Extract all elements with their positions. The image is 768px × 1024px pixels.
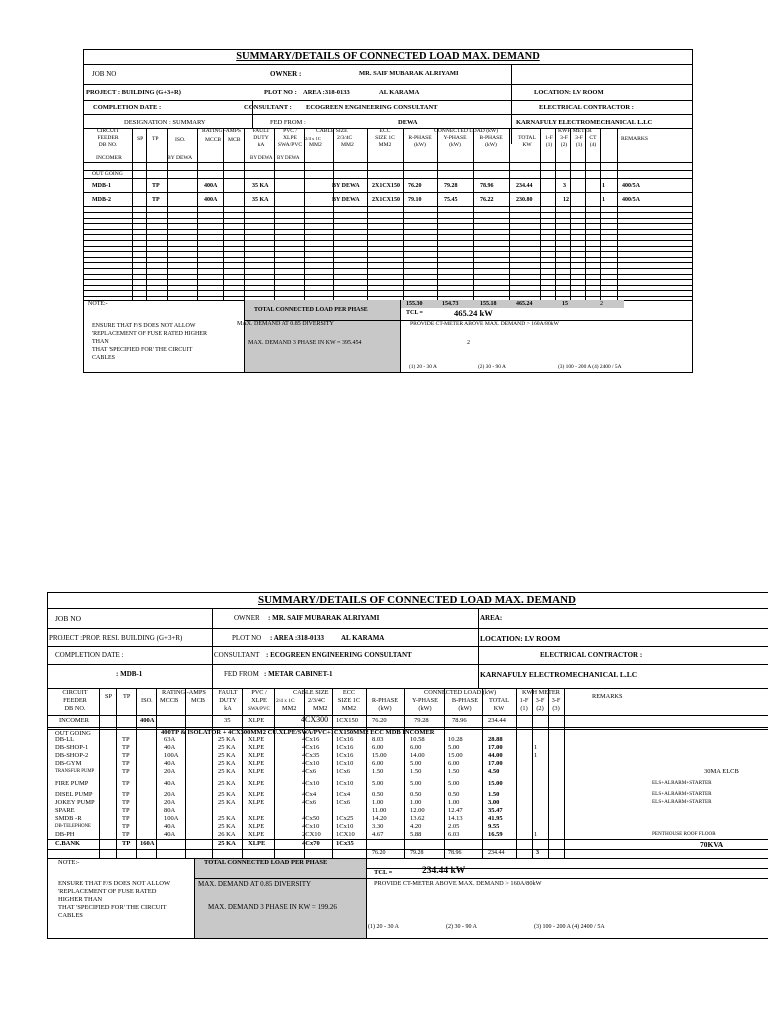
cell-b: 1.00 — [448, 799, 460, 806]
cell-e: 1Cx4 — [336, 791, 351, 798]
provide-ct-text: PROVIDE CT-METER ABOVE MAX. DEMAND > 160A/80kW — [374, 880, 542, 887]
cell-duty: 25 KA — [218, 760, 236, 767]
cell-t: 9.55 — [488, 823, 500, 830]
cell-b: 78.96 — [480, 183, 494, 189]
cell-mcb: 40A — [164, 744, 176, 751]
cell-r: 76.20 — [408, 183, 422, 189]
cell-m2: 3 — [563, 183, 566, 189]
cell-b: 12.47 — [448, 807, 463, 814]
total-meter4: 2 — [600, 301, 603, 307]
circuit-row — [84, 195, 692, 209]
cell-c: 4Cx70 — [302, 840, 320, 847]
tcl-label: TCL = — [374, 869, 393, 876]
cell-m4: 1 — [602, 197, 605, 203]
cell-duty: 25 KA — [218, 823, 236, 830]
provide-ct-text: PROVIDE CT-METER ABOVE MAX. DEMAND > 160A/80kW — [410, 321, 559, 327]
cell-t: 28.88 — [488, 736, 503, 743]
fed-from-label: FED FROM — [224, 670, 259, 678]
cell-t: 4.50 — [488, 768, 500, 775]
sum-y: 79.28 — [410, 850, 424, 856]
summary-sheet-top — [83, 49, 693, 373]
plot-label: PLOT NO : — [264, 89, 297, 96]
sheet-title: SUMMARY/DETAILS OF CONNECTED LOAD MAX. DEMAND — [236, 51, 540, 62]
cell-y: 5.00 — [410, 779, 422, 787]
total-b: 155.18 — [480, 301, 497, 307]
fuse-range-3: (3) 100 - 200 A (4) 2400 / 5A — [534, 924, 605, 930]
cell-iso: 160A — [140, 840, 155, 847]
hdr-r: R-PHASE (kW) — [408, 135, 432, 148]
cell-duty: 25 KA — [218, 840, 236, 847]
cell-r: 4.67 — [372, 831, 384, 838]
fuse-range-1: (1) 20 - 30 A — [368, 924, 399, 930]
cell-y: 0.50 — [410, 791, 422, 798]
cell-mcb: 40A — [164, 831, 176, 838]
cell-tp: TP — [122, 831, 130, 838]
cell-tp: TP — [152, 197, 160, 203]
cell-duty: 25 KA — [218, 768, 236, 775]
cell-tp: TP — [122, 736, 130, 743]
cell-r: 1.00 — [372, 799, 384, 806]
cell-t: 44.00 — [488, 752, 503, 759]
plot-label: PLOT NO — [232, 634, 262, 642]
cell-e: 1Cx10 — [336, 760, 354, 767]
cell-name: C.BANK — [55, 840, 81, 847]
cell-y: 1.00 — [410, 799, 422, 806]
cell-by: BY DEWA — [332, 183, 360, 189]
hdr-tp: TP — [152, 136, 159, 142]
fuse-range-3: (3) 100 - 200 A (4) 2400 / 5A — [558, 364, 622, 370]
cell-mcb: 40A — [164, 823, 176, 830]
hdr-ecc: ECC SIZE 1C MM2 — [375, 128, 395, 148]
cell-y: 79.28 — [444, 183, 458, 189]
cell-x: XLPE — [248, 799, 265, 806]
cell-t: 17.00 — [488, 760, 503, 767]
note-label: NOTE:- — [58, 859, 80, 866]
cell-tp: TP — [122, 840, 131, 847]
cell-t: 230.80 — [516, 197, 533, 203]
cell-x: XLPE — [248, 768, 265, 775]
cell-m2: 12 — [563, 197, 569, 203]
cell-e: 1Cx6 — [336, 768, 351, 775]
owner-label: OWNER — [234, 614, 260, 622]
cell-c: 4Cx4 — [302, 791, 317, 798]
outgoing-label: OUT GOING — [55, 730, 91, 737]
cell-x: XLPE — [248, 744, 265, 751]
cell-t: 16.59 — [488, 831, 503, 838]
tcl-value: 465.24 kW — [454, 308, 493, 318]
cell-tp: TP — [122, 823, 130, 830]
cell-rem: ELS+ALRARM+STARTER — [652, 791, 712, 797]
cell-x: XLPE — [248, 831, 265, 838]
outgoing-label: OUT GOING — [92, 171, 123, 177]
total-kw: 465.24 — [516, 301, 533, 307]
cell-e: 1Cx10 — [336, 823, 354, 830]
cell-e: 1Cx10 — [336, 779, 354, 787]
cell-t: 15.00 — [488, 779, 503, 787]
note-label: NOTE:- — [88, 301, 108, 307]
cell-name: DB-TELEPHONE — [55, 824, 91, 829]
hdr-total: TOTAL KW — [518, 135, 536, 148]
cell-x: XLPE — [248, 823, 265, 830]
maxd-shade — [244, 320, 400, 372]
cell-y: 6.00 — [410, 744, 422, 751]
consultant-label: CONSULTANT : — [244, 104, 292, 111]
electrical-contractor-label: ELECTRICAL CONTRACTOR : — [539, 104, 634, 111]
plot-value: AREA :318-0133 — [303, 89, 350, 96]
total-meter: 15 — [562, 301, 568, 307]
fed-from-value: : METAR CABINET-1 — [264, 670, 333, 678]
cell-duty: 25 KA — [218, 815, 236, 822]
hdr-m4: CT (4) — [589, 135, 597, 148]
cell-name: DISEL PUMP — [55, 791, 93, 798]
cell-mcb: 40A — [164, 779, 176, 787]
cell-c: 4Cx10 — [302, 823, 320, 830]
sum-r: 76.20 — [372, 850, 386, 856]
cell-name: DB-SHOP-2 — [55, 752, 89, 759]
completion-label: COMPLETION DATE : — [55, 651, 124, 659]
cell-r: 1.50 — [372, 768, 384, 775]
cell-r: 15.00 — [372, 752, 387, 759]
area-label: AREA: — [480, 614, 503, 622]
hdr-fault: FAULT DUTY kA — [252, 128, 270, 148]
cell-name: MDB-2 — [92, 197, 111, 203]
cell-b: 2.05 — [448, 823, 460, 830]
cell-cable: 2X1CX150 — [372, 183, 400, 189]
cell-x: XLPE — [248, 779, 265, 787]
cell-b: 6.00 — [448, 760, 460, 767]
mdb-label: : MDB-1 — [116, 670, 143, 678]
total-shade-2 — [400, 300, 624, 308]
cell-rem: ELS+ALRARM+STARTER — [652, 779, 712, 786]
cell-x: XLPE — [248, 840, 266, 847]
hdr-iso: ISO. — [175, 137, 186, 143]
cell-tp: TP — [122, 815, 130, 822]
cell-y: 10.58 — [410, 736, 425, 743]
cell-tp: TP — [122, 791, 130, 798]
cell-name: MDB-1 — [92, 183, 111, 189]
project-label: PROJECT : BUILDING (G+3+R) — [86, 89, 181, 96]
cell-b: 5.00 — [448, 779, 460, 787]
fuse-range-2: (2) 30 - 90 A — [446, 924, 477, 930]
project-label: PROJECT :PROP. RESI. BUILDING (G+3+R) — [49, 634, 183, 642]
cell-b: 14.13 — [448, 815, 463, 822]
cell-e: 1Cx16 — [336, 744, 354, 751]
cell-tp: TP — [122, 768, 130, 775]
incomer-row: INCOMER 400A 35 XLPE 4CX300 1CX150 76.20 79.28 78.96 234.44 — [59, 715, 506, 724]
total-y: 154.73 — [442, 301, 459, 307]
designation-label: DESIGNATION : SUMMARY — [124, 119, 206, 126]
cell-t: 35.47 — [488, 807, 503, 814]
cell-name: TRANSFUR PUMP — [55, 769, 95, 774]
cell-r: 6.00 — [372, 760, 384, 767]
cell-cable: 2X1CX150 — [372, 197, 400, 203]
contractor-name: KARNAFULY ELECTROMECHANICAL L.LC — [516, 119, 653, 126]
cell-r: 14.20 — [372, 815, 387, 822]
note-text: ENSURE THAT F/S DOES NOT ALLOW 'REPLACEMENT OF FUSE RATED HIGHER THAN THAT 'SPECIFIED FOR' THE CIRCUIT CABLES — [58, 880, 171, 919]
hdr-kwh: KWH METER — [558, 128, 592, 134]
cell-b: 76.22 — [480, 197, 494, 203]
cell-duty: 25 KA — [218, 736, 236, 743]
hdr-circuit: CIRCUIT FEEDER DB NO. — [96, 128, 120, 148]
cell-y: 12.00 — [410, 807, 425, 814]
cell-t: 1.50 — [488, 791, 500, 798]
cell-mcb: 63A — [164, 736, 176, 743]
cell-b: 5.00 — [448, 744, 460, 751]
cell-m4: 1 — [602, 183, 605, 189]
cell-mcb: 20A — [164, 768, 176, 775]
cell-b: 1.50 — [448, 768, 460, 775]
cell-m: 1 — [534, 744, 538, 751]
cell-rem: PENTHOUSE ROOF FLOOR — [652, 831, 716, 837]
tcl-value: 234.44 kW — [422, 866, 466, 876]
total-r: 155.30 — [406, 301, 423, 307]
consultant-label: CONSULTANT — [214, 651, 260, 659]
cell-tp: TP — [122, 799, 130, 806]
cell-x: XLPE — [248, 752, 265, 759]
cell-rem: 400/5A — [622, 183, 640, 189]
hdr-remarks: REMARKS — [621, 136, 649, 142]
cell-b: 15.00 — [448, 752, 463, 759]
cell-name: DB-SHOP-1 — [55, 744, 89, 751]
owner-label: OWNER : — [270, 70, 302, 78]
cell-r: 79.10 — [408, 197, 422, 203]
cell-tp: TP — [152, 183, 160, 189]
cell-c: 2CX10 — [302, 831, 321, 838]
cell-c: 4Cx6 — [302, 768, 317, 775]
hdr-m3: 3-F (1) — [575, 135, 583, 148]
cell-tp: TP — [122, 744, 130, 751]
cell-name: FIRE PUMP — [55, 779, 89, 787]
hdr-mm2a: MM2 — [309, 142, 322, 148]
electrical-contractor-label: ELECTRICAL CONTRACTOR : — [540, 651, 643, 659]
cell-c: 4Cx35 — [302, 752, 320, 759]
cell-e: 1Cx6 — [336, 799, 351, 806]
cell-duty: 25 KA — [218, 752, 236, 759]
area-value: AL KARAMA — [379, 89, 420, 96]
fed-from-value: DEWA — [398, 119, 418, 126]
cell-tp: TP — [122, 760, 130, 767]
cell-iso: 400A — [204, 197, 218, 203]
cell-x: XLPE — [248, 736, 265, 743]
hdr-c1: 2/4 x 1C — [305, 136, 321, 141]
hdr-y: Y-PHASE (kW) — [443, 135, 467, 148]
cell-t: 234.44 — [516, 183, 533, 189]
cell-r: 5.00 — [372, 779, 384, 787]
cell-e: 1Cx16 — [336, 736, 354, 743]
cell-c: 4Cx16 — [302, 736, 320, 743]
info-block — [48, 608, 768, 688]
cell-x: XLPE — [248, 760, 265, 767]
cell-name: SMDB -R — [55, 815, 82, 822]
cell-mcb: 20A — [164, 791, 176, 798]
hdr-m2: 3-F (2) — [560, 135, 568, 148]
location-label: LOCATION: LV ROOM — [534, 89, 604, 96]
cell-x: XLPE — [248, 815, 265, 822]
note-text: ENSURE THAT F/S DOES NOT ALLOW 'REPLACEMENT OF FUSE RATED HIGHER THAN THAT 'SPECIFIED FOR' THE CIRCUIT CABLES — [92, 323, 207, 361]
cell-tp: TP — [122, 752, 130, 759]
hdr-pvc: PVC / XLPE SWA/PVC — [277, 128, 303, 148]
job-no-label: JOB NO — [92, 70, 117, 78]
cell-duty: 35 KA — [252, 183, 269, 189]
cell-m: 1 — [534, 752, 538, 759]
max-demand-3phase: MAX. DEMAND 3 PHASE IN KW = 395.454 — [248, 340, 362, 346]
hdr-mcb: MCB — [228, 137, 241, 143]
cell-tp: TP — [122, 807, 130, 814]
cell-t: 17.00 — [488, 744, 503, 751]
cell-duty: 35 KA — [252, 197, 269, 203]
cell-y: 5.00 — [410, 760, 422, 767]
cell-b: 0.50 — [448, 791, 460, 798]
hdr-mm2b: MM2 — [341, 142, 354, 148]
two-value: 2 — [467, 340, 470, 346]
cell-duty: 26 KA — [218, 831, 236, 838]
cell-y: 1.50 — [410, 768, 422, 775]
cell-e: 1Cx25 — [336, 815, 354, 822]
cell-b: 6.03 — [448, 831, 460, 838]
cell-y: 13.62 — [410, 815, 425, 822]
cell-e: 1Cx16 — [336, 752, 354, 759]
hdr-cable: CABLE SIZE — [316, 128, 348, 134]
incomer-by2: BY DEWA — [250, 156, 273, 161]
cell-r: 8.03 — [372, 736, 384, 743]
cell-name: SPARE — [55, 807, 75, 814]
hdr-mccb: MCCB — [205, 137, 222, 143]
tcl-label: TCL = — [406, 310, 423, 316]
cell-m: 1 — [534, 831, 538, 838]
sum-b: 78.96 — [448, 850, 462, 856]
plot-value: : AREA :318-0133 — [270, 634, 325, 642]
cell-mcb: 40A — [164, 760, 176, 767]
cell-duty: 25 KA — [218, 779, 236, 787]
cell-duty: 25 KA — [218, 744, 236, 751]
cell-c: 4Cx10 — [302, 760, 320, 767]
outgoing-description: 400TP & ISOLATOR + 4CX300MM2 CU.XLPE/SWA/PVC+1CX150MM2 ECC MDB INCOMER — [161, 729, 435, 736]
cell-y: 5.88 — [410, 831, 422, 838]
cell-rem: 400/5A — [622, 197, 640, 203]
fuse-range-2: (2) 30 - 90 A — [478, 364, 506, 370]
fed-from-label: FED FROM : — [270, 119, 306, 126]
max-demand-3phase: MAX. DEMAND 3 PHASE IN KW = 199.26 — [208, 903, 337, 911]
summary-sheet-mdb1 — [47, 592, 768, 939]
cell-c: 4Cx16 — [302, 744, 320, 751]
cell-r: 6.00 — [372, 744, 384, 751]
incomer-label: INCOMER — [96, 155, 122, 161]
cell-b: 10.28 — [448, 736, 463, 743]
hdr-b: B-PHASE (kW) — [479, 135, 503, 148]
cell-r: 3.30 — [372, 823, 384, 830]
incomer-by: BY DEWA — [167, 155, 193, 161]
column-header: CIRCUIT FEEDER DB NO. SP TP RATING -AMPS ISO. MCCB MCB FAULT DUTY kA PVC / XLPE SWA/PVC CABLE SIZE 2/4 x 1C 2/3/4C MM2 MM2 ECC SIZE 1C MM2 CONNECTED LOAD (kW) R-PHASE (kW) Y-PHASE (kW) B-PHASE (kW) TOTAL KW KWH METER 1-F (1) 3-F (2) 3-F (3) REMARKS — [62, 689, 623, 712]
cell-t: 41.95 — [488, 815, 503, 822]
cell-mcb: 100A — [164, 815, 179, 822]
cell-t: 3.00 — [488, 799, 500, 806]
total-label: TOTAL CONNECTED LOAD PER PHASE — [204, 859, 328, 866]
cell-by: BY DEWA — [332, 197, 360, 203]
cell-name: DB-PH — [55, 831, 75, 838]
cell-y: 4.20 — [410, 823, 422, 830]
cell-rem: 70KVA — [700, 840, 724, 849]
owner-value: : MR. SAIF MUBARAK ALRIYAMI — [268, 614, 380, 622]
consultant-value: ECOGREEN ENGINEERING CONSULTANT — [306, 104, 438, 111]
cell-rem: ELS+ALRARM+STARTER — [652, 799, 712, 805]
area-value: AL KARAMA — [341, 634, 385, 642]
cell-mcb: 20A — [164, 799, 176, 806]
cell-c: 4Cx6 — [302, 799, 317, 806]
circuit-row — [84, 181, 692, 195]
completion-label: COMPLETION DATE : — [93, 104, 162, 111]
cell-name: DB-GYM — [55, 760, 82, 767]
sum-m: 3 — [536, 850, 539, 856]
cell-e: 1CX10 — [336, 831, 355, 838]
cell-duty: 25 KA — [218, 799, 236, 806]
cell-y: 75.45 — [444, 197, 458, 203]
cell-tp: TP — [122, 779, 130, 787]
contractor-name: KARNAFULY ELECTROMECHANICAL L.LC — [480, 670, 638, 679]
cell-name: DB-LL — [55, 736, 75, 743]
hdr-sp: SP — [137, 136, 144, 142]
max-demand-label: MAX. DEMAND AT 0.85 DIVERSITY — [198, 880, 312, 888]
cell-name: JOKEY PUMP — [55, 799, 95, 806]
sheet-title: SUMMARY/DETAILS OF CONNECTED LOAD MAX. DEMAND — [257, 594, 576, 606]
hdr-m1: 1-F (1) — [545, 135, 553, 148]
sum-t: 234.44 — [488, 850, 505, 856]
cell-rem: 30MA ELCB — [704, 768, 739, 775]
fuse-range-1: (1) 20 - 30 A — [409, 364, 437, 370]
cell-c: 4Cx50 — [302, 815, 320, 822]
cell-r: 11.00 — [372, 807, 387, 814]
total-label: TOTAL CONNECTED LOAD PER PHASE — [254, 307, 368, 313]
incomer-by3: BY DEWA — [277, 156, 300, 161]
cell-e: 1Cx35 — [336, 840, 354, 847]
cell-x: XLPE — [248, 791, 265, 798]
cell-c: 4Cx10 — [302, 779, 320, 787]
max-demand-label: MAX. DEMAND AT 0.85 DIVERSITY — [237, 321, 334, 327]
owner-value: MR. SAIF MUBARAK ALRIYAMI — [359, 70, 459, 77]
location-label: LOCATION: LV ROOM — [480, 634, 561, 643]
cell-iso: 400A — [204, 183, 218, 189]
cell-mcb: 100A — [164, 752, 179, 759]
cell-y: 14.00 — [410, 752, 425, 759]
hdr-connected: CONNECTED LOAD (kW) — [434, 128, 499, 134]
cell-r: 0.50 — [372, 791, 384, 798]
hdr-c2: 2/3/4C — [337, 135, 353, 141]
hdr-rating: RATING -AMPS — [202, 128, 242, 134]
cell-duty: 25 KA — [218, 791, 236, 798]
job-no-label: JOB NO — [55, 614, 82, 623]
cell-mcb: 80A — [164, 807, 176, 814]
consultant-value: : ECOGREEN ENGINEERING CONSULTANT — [266, 651, 412, 659]
